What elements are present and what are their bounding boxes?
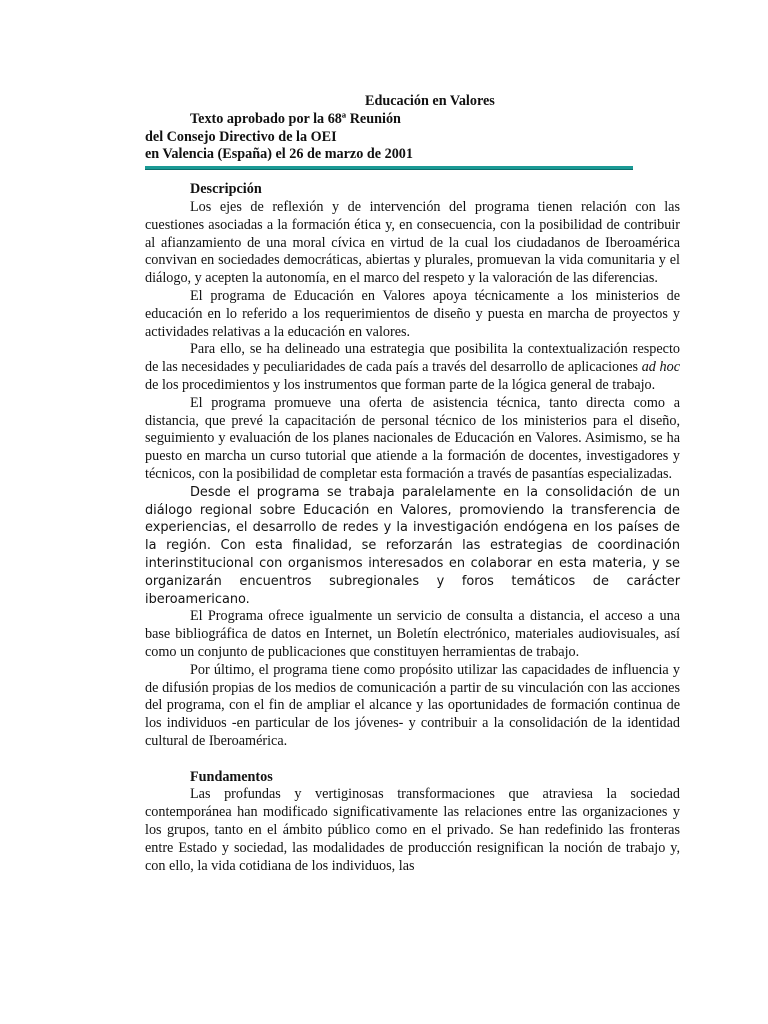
paragraph-descripcion-5: Desde el programa se trabaja paralelamente en la consolidación de un diálogo regional sobre Educación en Valores, promoviendo la transferencia de experiencias, el desarrollo de redes y la investigación endógena en los países de la región. Con esta finalidad, se reforzarán las estrategias de coordinación interinstitucional con organismos interesados en colaborar en esta materia, y se organizarán encuentros subregionales y foros temáticos de carácter iberoamericano.: [145, 484, 680, 607]
paragraph-descripcion-3: [145, 341, 680, 394]
paragraph-descripcion-4: El programa promueve una oferta de asistencia técnica, tanto directa como a distancia, que prevé la capacitación de personal técnico de los ministerios para el diseño, seguimiento y evaluación de los planes nacionales de Educación en Valores. Asimismo, se ha puesto en marcha un curso tutorial que atiende a la formación de docentes, investigadores y técnicos, con la posibilidad de completar esta formación a través de pasantías especializadas.: [145, 394, 680, 482]
document-body: [145, 93, 680, 875]
header-rule: [145, 166, 633, 170]
paragraph-descripcion-3-start: Para ello, se ha delineado una estrategia que posibilita la contextualización respecto de las necesidades y peculiaridades de cada país a través del desarrollo de aplicaciones: [145, 341, 680, 376]
header-line-approval: Texto aprobado por la 68ª Reunión: [190, 110, 401, 127]
paragraph-descripcion-1: Los ejes de reflexión y de intervención del programa tienen relación con las cuestiones asociadas a la formación ética y, en consecuencia, con la posibilidad de contribuir al afianzamiento de una moral cívica en virtud de la cual los ciudadanos de Iberoamérica convivan en sociedades democráticas, abiertas y plurales, promuevan la vida comunitaria y el diálogo, y acepten la autonomía, en el marco del respeto y la valoración de las diferencias.: [145, 198, 680, 287]
header-line-place-date: en Valencia (España) el 26 de marzo de 2001: [145, 146, 413, 163]
document-header: [145, 93, 680, 164]
section-heading-descripcion: Descripción: [190, 181, 262, 198]
header-line-council: del Consejo Directivo de la OEI: [145, 128, 337, 145]
paragraph-descripcion-7: Por último, el programa tiene como propósito utilizar las capacidades de influencia y de difusión propias de los medios de comunicación a partir de su vinculación con las acciones del programa, con el fin de ampliar el alcance y las oportunidades de formación continua de los individuos -en particular de los jóvenes- y contribuir a la consolidación de la identidad cultural de Iberoamérica.: [145, 661, 680, 749]
paragraph-fundamentos-1: Las profundas y vertiginosas transformaciones que atraviesa la sociedad contemporánea han modificado significativamente las relaciones entre las organizaciones y los grupos, tanto en el ámbito público como en el privado. Se han redefinido las fronteras entre Estado y sociedad, las modalidades de producción resignifican la noción de trabajo y, con ello, la vida cotidiana de los individuos, las: [145, 786, 680, 874]
paragraph-descripcion-3-end: de los procedimientos y los instrumentos que forman parte de la lógica general de trabajo.: [145, 376, 656, 393]
document-title: Educación en Valores: [365, 93, 495, 109]
section-heading-fundamentos: Fundamentos: [190, 768, 273, 785]
paragraph-descripcion-6: El Programa ofrece igualmente un servicio de consulta a distancia, el acceso a una base bibliográfica de datos en Internet, un Boletín electrónico, materiales audiovisuales, así como un conjunto de publicaciones que constituyen herramientas de trabajo.: [145, 608, 680, 660]
italic-term: ad hoc: [641, 359, 680, 376]
paragraph-descripcion-2: El programa de Educación en Valores apoya técnicamente a los ministerios de educación en lo referido a los requerimientos de diseño y puesta en marcha de proyectos y actividades relativas a la educación en valores.: [145, 287, 680, 340]
